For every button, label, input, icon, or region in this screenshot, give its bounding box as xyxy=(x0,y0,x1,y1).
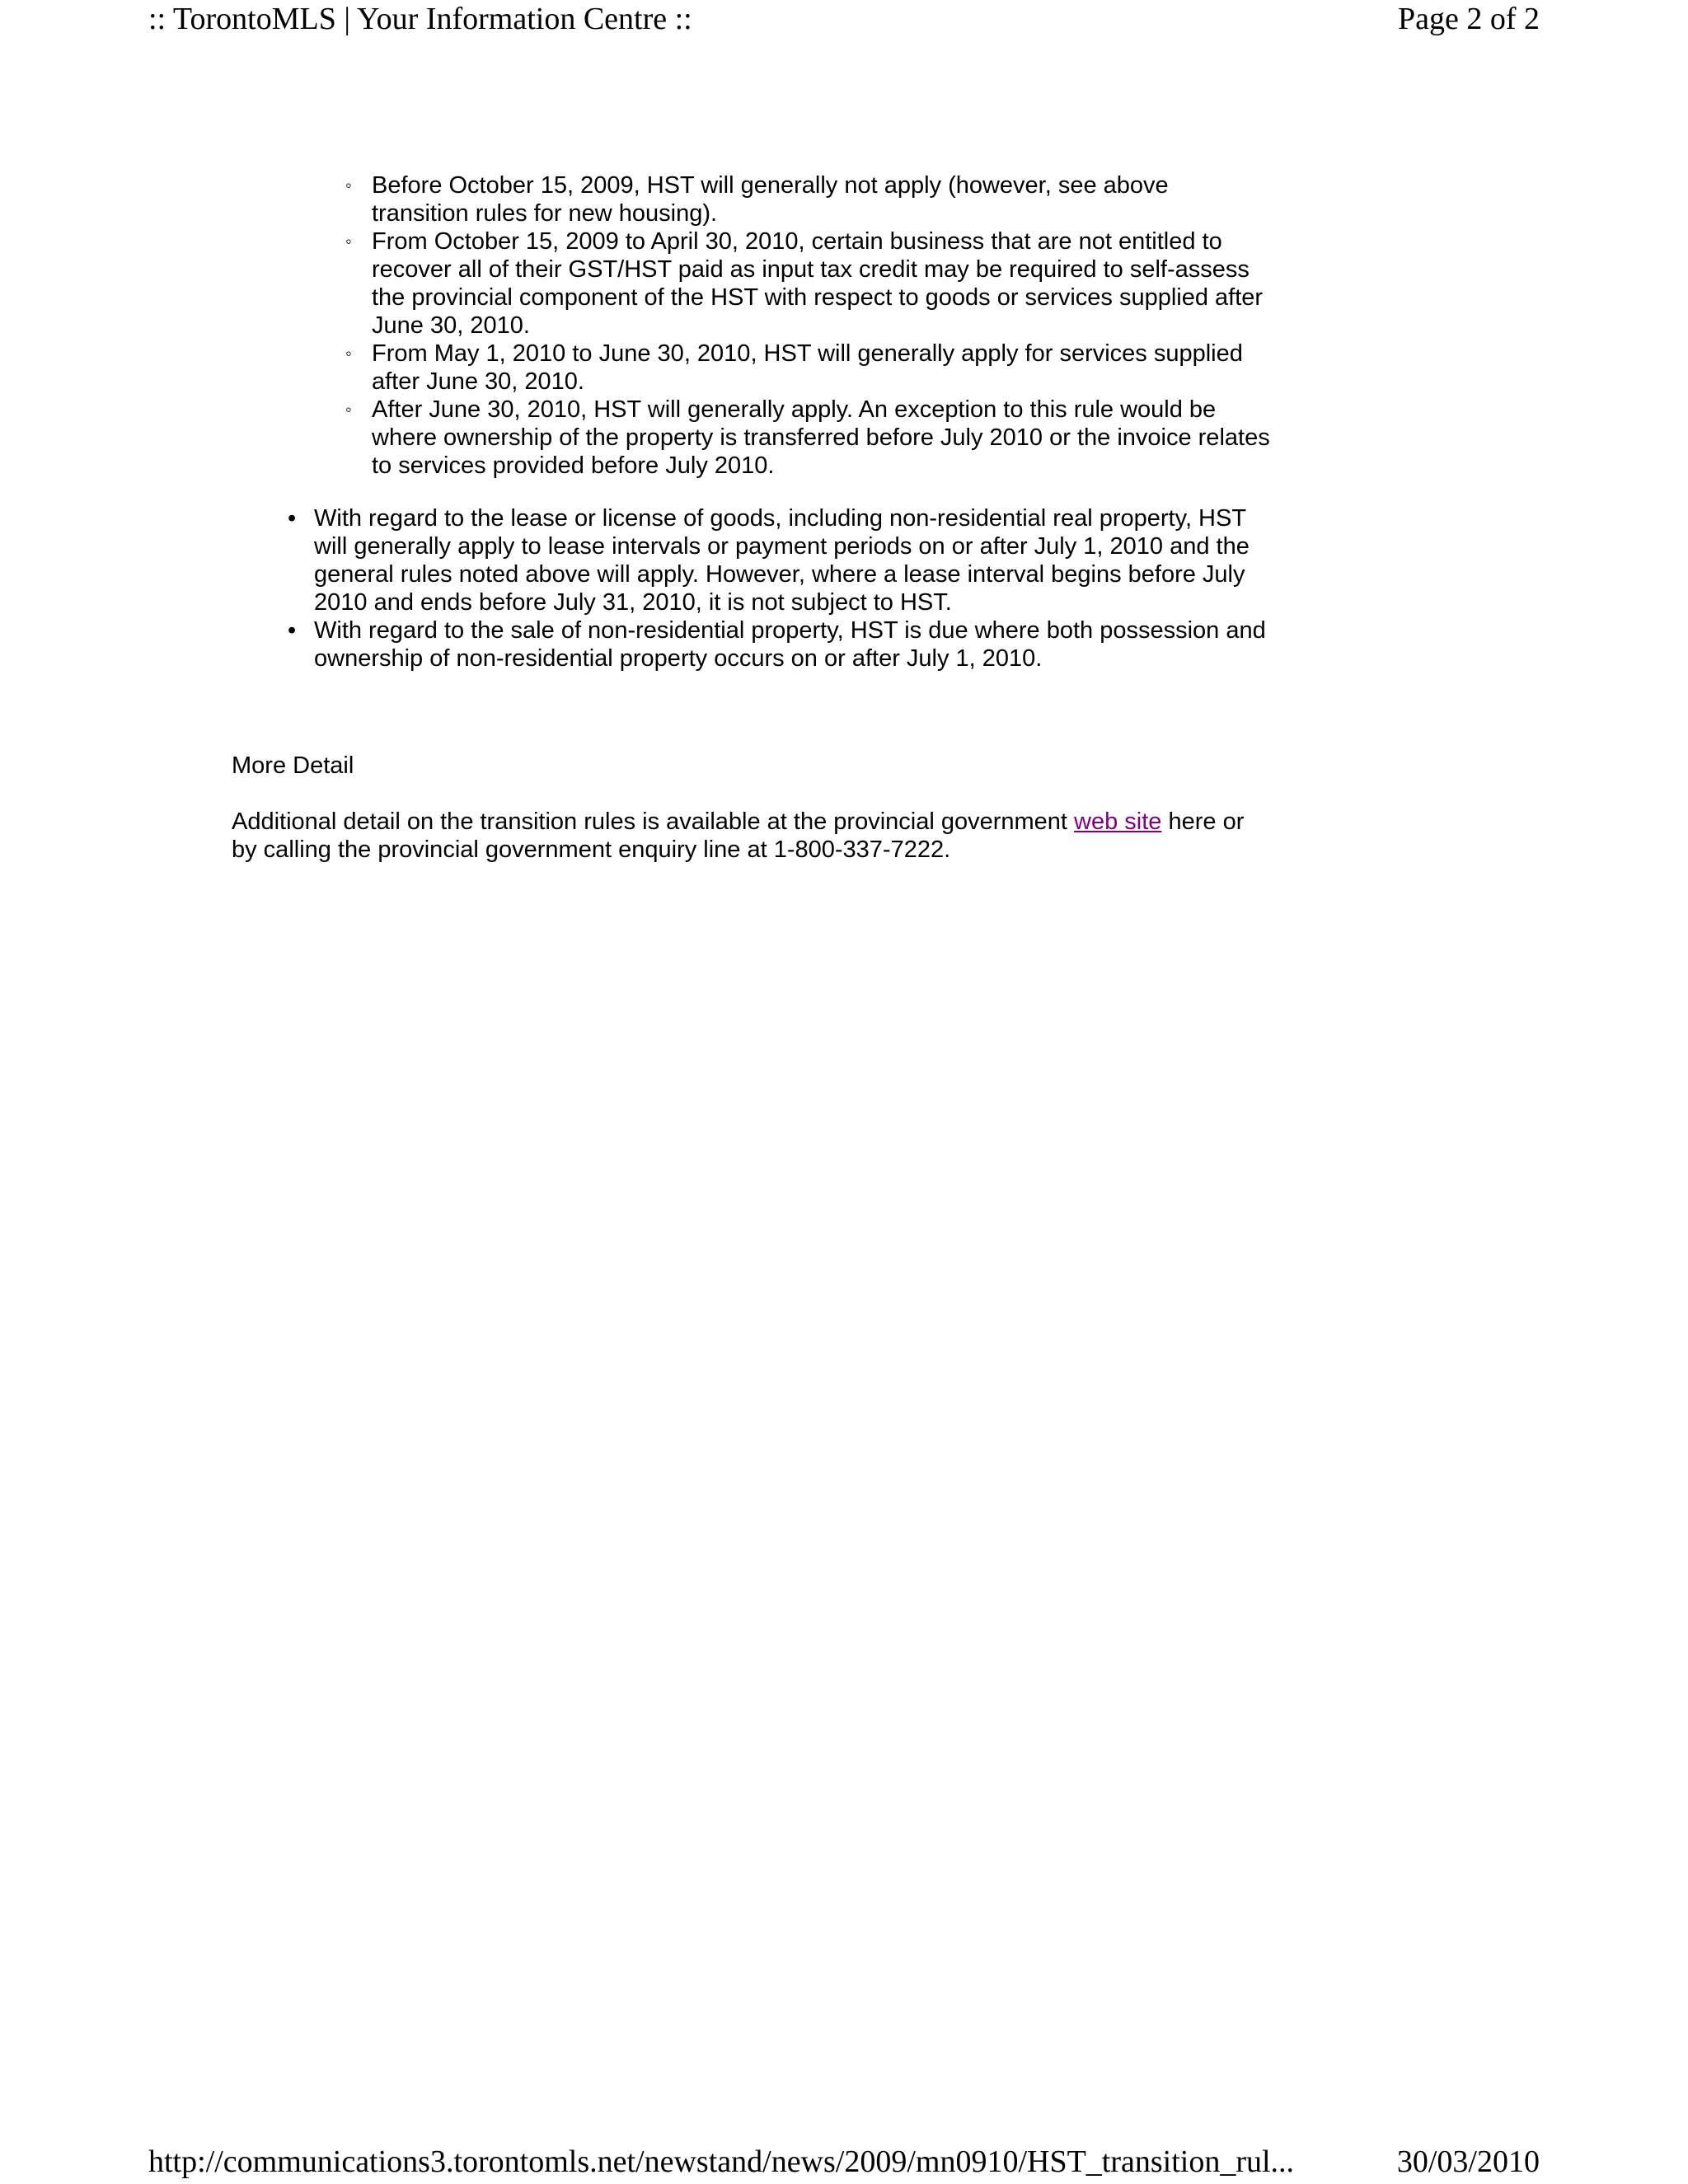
print-header xyxy=(148,0,1540,43)
print-footer xyxy=(148,2143,1540,2184)
page-title: :: TorontoMLS | Your Information Centre :: xyxy=(148,2,692,36)
main-bullet-text: With regard to the sale of non-residential property, HST is due where both possession and ownership of non-residential property occurs on or after July 1, 2010. xyxy=(314,617,1266,672)
sub-bullet-item xyxy=(345,340,1270,396)
bullet-icon: • xyxy=(288,505,297,532)
sub-bullet-item xyxy=(345,396,1270,480)
more-detail-heading: More Detail xyxy=(232,752,354,779)
detail-text-before: Additional detail on the transition rules is available at the provincial government xyxy=(232,808,1075,835)
main-bullet-list xyxy=(288,504,1270,673)
bullet-icon: • xyxy=(288,617,297,644)
sub-bullet-item xyxy=(345,227,1270,340)
page-indicator: Page 2 of 2 xyxy=(1397,2,1540,36)
sub-bullet-list xyxy=(345,171,1270,480)
sub-bullet-text: Before October 15, 2009, HST will generally not apply (however, see above transition rules for new housing). xyxy=(372,172,1169,227)
sub-bullet-text: From May 1, 2010 to June 30, 2010, HST will generally apply for services supplied after June 30, 2010. xyxy=(372,340,1243,395)
main-bullet-item xyxy=(288,504,1270,616)
hollow-bullet-icon: ◦ xyxy=(345,399,352,419)
web-site-link[interactable]: web site xyxy=(1074,808,1162,835)
sub-bullet-text: After June 30, 2010, HST will generally apply. An exception to this rule would be where ownership of the property is transferred before July 2010 or the invoice relates to services provided before July 2010. xyxy=(372,396,1270,479)
main-bullet-item xyxy=(288,616,1270,673)
print-date: 30/03/2010 xyxy=(1396,2144,1540,2179)
sub-bullet-text: From October 15, 2009 to April 30, 2010, certain business that are not entitled to recover all of their GST/HST paid as input tax credit may be required to self-assess the provincial component of the HST with respect to goods or services supplied after June 30, 2010. xyxy=(372,228,1264,339)
sub-bullet-item xyxy=(345,171,1270,227)
page-url: http://communications3.torontomls.net/newstand/news/2009/mn0910/HST_transition_rul... xyxy=(148,2144,1295,2179)
hollow-bullet-icon: ◦ xyxy=(345,343,352,363)
article-content xyxy=(232,171,1270,864)
hollow-bullet-icon: ◦ xyxy=(345,231,352,251)
hollow-bullet-icon: ◦ xyxy=(345,175,352,195)
more-detail-paragraph xyxy=(232,808,1270,864)
detail-text-after: here or by calling the provincial government enquiry line at 1-800-337-7222. xyxy=(232,808,1245,863)
main-bullet-text: With regard to the lease or license of goods, including non-residential real property, HST will generally apply to lease intervals or payment periods on or after July 1, 2010 and the general rules noted above will apply. However, where a lease interval begins before July 2010 and ends before July 31, 2010, it is not subject to HST. xyxy=(314,505,1250,616)
